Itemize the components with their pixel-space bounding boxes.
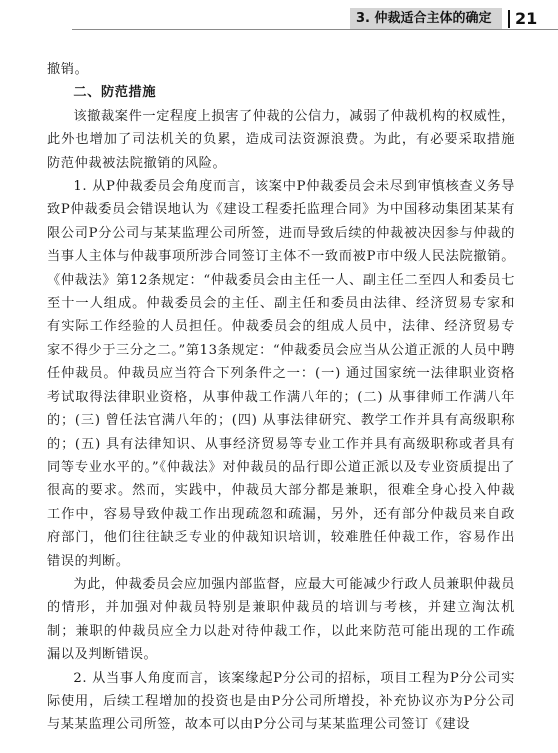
paragraph: 1. 从P仲裁委员会角度而言，该案中P仲裁委员会未尽到审慎核查义务导致P仲裁委员会错误地认为《建设工程委托监理合同》为中国移动集团某某有限公司P分公司与某某监理公司所签，进而导致后续的仲裁被决因参与仲裁的当事人主体与仲裁事项所涉合同签订主体不一致而被P市中级人民法院撤销。《仲裁法》第12条规定：“仲裁委员会由主任一人、副主任二至四人和委员七至十一人组成。仲裁委员会的主任、副主任和委员由法律、经济贸易专家和有实际工作经验的人员担任。仲裁委员会的组成人员中，法律、经济贸易专家不得少于三分之二。”第13条规定：“仲裁委员会应当从公道正派的人员中聘任仲裁员。仲裁员应当符合下列条件之一：(一) 通过国家统一法律职业资格考试取得法律职业资格，从事仲裁工作满八年的；(二) 从事律师工作满八年的；(三) 曾任法官满八年的；(四) 从事法律研究、教学工作并具有高级职称的；(五) 具有法律知识、从事经济贸易等专业工作并具有高级职称或者具有同等专业水平的。”《仲裁法》对仲裁员的品行即公道正派以及专业资质提出了很高的要求。然而，实践中，仲裁员大部分都是兼职，很难全身心投入仲裁工作中，容易导致仲裁工作出现疏忽和疏漏，另外，还有部分仲裁员来自政府部门，他们往往缺乏专业的仲裁知识培训，较难胜任仲裁工作，容易作出错误的判断。 — [47, 179, 515, 569]
section-heading: 二、防范措施 — [73, 85, 157, 101]
header-rule — [72, 29, 558, 30]
body-text — [47, 58, 515, 737]
paragraph: 为此，仲裁委员会应加强内部监督，应最大可能减少行政人员兼职仲裁员的情形，并加强对仲裁员特别是兼职仲裁员的培训与考核，并建立淘汰机制；兼职的仲裁员应全力以赴对待仲裁工作，以此来防范可能出现的工作疏漏以及判断错误。 — [47, 576, 515, 663]
lead-line: 撤销。 — [47, 62, 89, 77]
chapter-title: 3. 仲裁适合主体的确定 — [356, 11, 492, 26]
page-number: 21 — [515, 9, 538, 28]
paragraph: 2. 从当事人角度而言，该案缘起P分公司的招标，项目工程为P分公司实际使用，后续工程增加的投资也是由P分公司所增投，补充协议亦为P分公司与某某监理公司所签，故本可以由P分公司与某某监理公司签订《建设 — [47, 670, 515, 733]
running-header — [0, 8, 558, 30]
header-separator — [508, 10, 510, 28]
paragraph: 该撤裁案件一定程度上损害了仲裁的公信力，减弱了仲裁机构的权威性，此外也增加了司法机关的负累，造成司法资源浪费。为此，有必要采取措施防范仲裁被法院撤销的风险。 — [47, 108, 515, 171]
